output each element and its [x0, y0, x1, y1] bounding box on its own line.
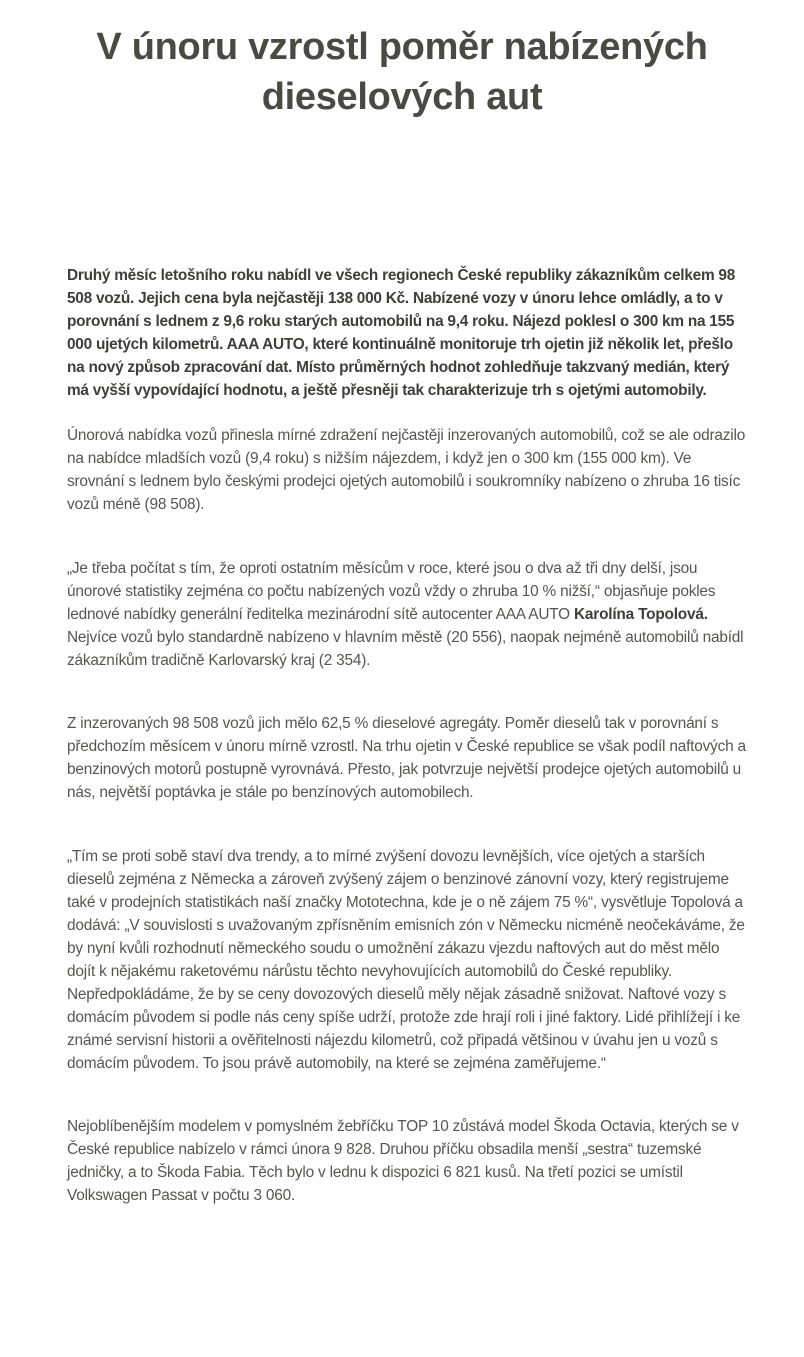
paragraph-top-models: Nejoblíbenějším modelem v pomyslném žebříčku TOP 10 zůstává model Škoda Octavia, kterých se v České republice nabízelo v rámci února 9 828. Druhou příčku obsadila menší „sestra“ tuzemské jedničky, a to Škoda Fabia. Těch bylo v lednu k dispozici 6 821 kusů. Na třetí pozici se umístil Volkswagen Passat v počtu 3 060.	[67, 1118, 739, 1204]
paragraph-offer-summary: Únorová nabídka vozů přinesla mírné zdražení nejčastěji inzerovaných automobilů, což se ale odrazilo na nabídce mladších vozů (9,4 roku) s nižším nájezdem, i když jen o 300 km (155 000 km). Ve srovnání s lednem bylo českými prodejci ojetých automobilů i soukromníky nabízeno o zhruba 16 tisíc vozů méně (98 508).	[67, 427, 746, 513]
paragraph-trends-quote: „Tím se proti sobě staví dva trendy, a to mírné zvýšení dovozu levnějších, více ojetých a starších dieselů zejména z Německa a zároveň zvýšený zájem o benzinové zánovní vozy, který registrujeme také v prodejních statistikách naší značky Mototechna, kde je o ně zájem 75 %“, vysvětluje Topolová a dodává: „V souvislosti s uvažovaným zpřísněním emisních zón v Německu nicméně neočekáváme, že by nyní kvůli rozhodnutí německého soudu o umožnění zákazu vjezdu naftových aut do měst mělo dojít k nějakému raketovému nárůstu těchto nevyhovujících automobilů do České republiky. Nepředpokládáme, že by se ceny dovozových dieselů měly nějak zásadně snižovat. Naftové vozy s domácím původem si podle nás ceny spíše udrží, protože zde hrají roli i jiné faktory. Lidé přihlížejí i ke známé servisní historii a ověřitelnosti nájezdu kilometrů, což připadá většinou v úvahu jen u vozů s domácím původem. To jsou právě automobily, na které se zejména zaměřujeme.“	[67, 848, 745, 1072]
paragraph-diesel-ratio: Z inzerovaných 98 508 vozů jich mělo 62,5 % dieselové agregáty. Poměr dieselů tak v porovnání s předchozím měsícem v únoru mírně vzrostl. Na trhu ojetin v České republice se však podíl naftových a benzinových motorů postupně vyrovnává. Přesto, jak potvrzuje největší prodejce ojetých automobilů u nás, největší poptávka je stále po benzínových automobilech.	[67, 715, 746, 801]
quote-text-start: „Je třeba počítat s tím, že oproti ostatním měsícům v roce, které jsou o dva až tři dny delší, jsou únorové statistiky zejména co počtu nabízených vozů vždy o zhruba 10 % nižší,“ objasňuje pokles lednové nabídky generální ředitelka mezinárodní sítě autocenter AAA AUTO	[67, 560, 716, 623]
ceo-name: Karolína Topolová.	[574, 606, 708, 623]
article-body	[67, 264, 747, 1207]
paragraph-ceo-quote	[67, 557, 747, 672]
article-lead: Druhý měsíc letošního roku nabídl ve všech regionech České republiky zákazníkům celkem 98 508 vozů. Jejich cena byla nejčastěji 138 000 Kč. Nabízené vozy v únoru lehce omládly, a to v porovnání s lednem z 9,6 roku starých automobilů na 9,4 roku. Nájezd poklesl o 300 km na 155 000 ujetých kilometrů. AAA AUTO, které kontinuálně monitoruje trh ojetin již několik let, přešlo na nový způsob zpracování dat. Místo průměrných hodnot zohledňuje takzvaný medián, který má vyšší vypovídající hodnotu, a ještě přesněji tak charakterizuje trh s ojetými automobily.	[67, 267, 736, 399]
article-title: V únoru vzrostl poměr nabízených dieselových aut	[96, 26, 708, 118]
quote-text-end: Nejvíce vozů bylo standardně nabízeno v hlavním městě (20 556), naopak nejméně automobilů nabídl zákazníkům tradičně Karlovarský kraj (2 354).	[67, 629, 744, 669]
